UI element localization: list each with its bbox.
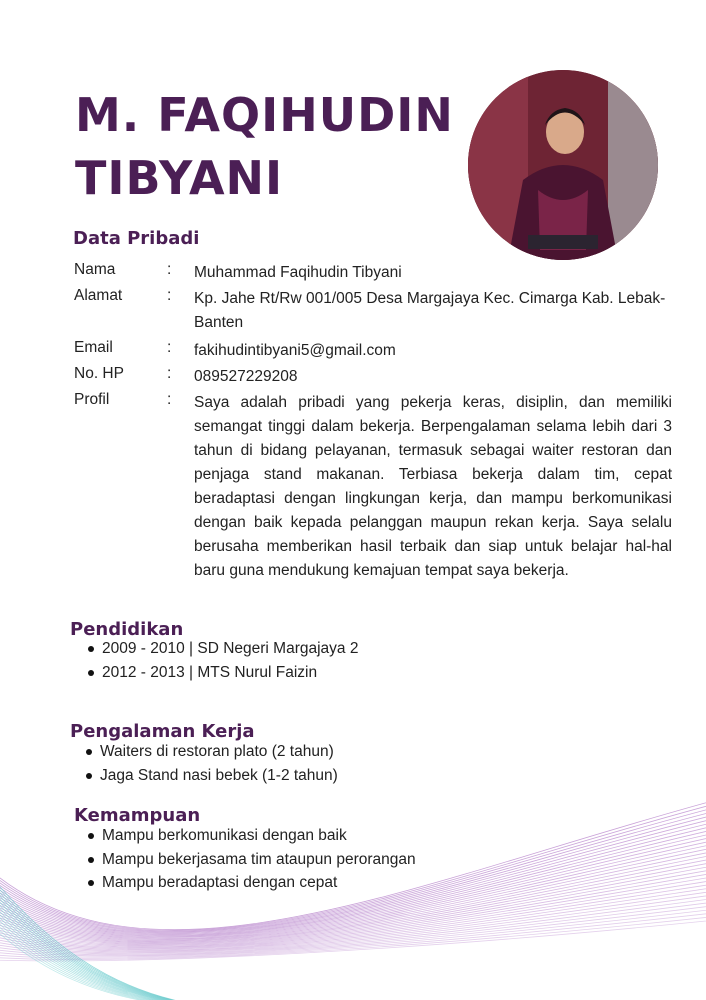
list-item: Mampu berkomunikasi dengan baik xyxy=(86,824,416,848)
field-separator: : xyxy=(167,339,172,356)
field-value: fakihudintibyani5@gmail.com xyxy=(194,342,396,359)
list-item: Jaga Stand nasi bebek (1-2 tahun) xyxy=(84,764,338,788)
field-value: Muhammad Faqihudin Tibyani xyxy=(194,264,402,281)
field-separator: : xyxy=(167,391,172,408)
skills-list xyxy=(86,824,416,895)
profile-summary: Saya adalah pribadi yang pekerja keras, disiplin, dan memiliki semangat tinggi dalam bekerja. Berpengalaman selama lebih dari 3 tahun di bidang pelayanan, termasuk sebagai waiter restoran dan penjaga stand makanan. Terbiasa bekerja dalam tim, cepat beradaptasi dengan lingkungan kerja, dan mampu berkomunikasi dengan baik kepada pelanggan maupun rekan kerja. Saya selalu berusaha memberikan hasil terbaik dan siap untuk belajar hal-hal baru guna mendukung kemajuan tempat saya bekerja. xyxy=(194,394,672,579)
field-label: Email xyxy=(74,339,113,356)
list-item: 2012 - 2013 | MTS Nurul Faizin xyxy=(86,661,358,685)
field-separator: : xyxy=(167,287,172,304)
field-label: No. HP xyxy=(74,365,124,382)
field-label: Nama xyxy=(74,261,116,278)
name-second-line: TIBYANI xyxy=(75,151,284,205)
section-title-pengalaman-kerja: Pengalaman Kerja xyxy=(70,721,255,742)
section-title-pendidikan: Pendidikan xyxy=(70,619,184,640)
list-item: Waiters di restoran plato (2 tahun) xyxy=(84,740,338,764)
field-separator: : xyxy=(167,261,172,278)
list-item: 2009 - 2010 | SD Negeri Margajaya 2 xyxy=(86,637,358,661)
field-value: 089527229208 xyxy=(194,368,298,385)
list-item: Mampu beradaptasi dengan cepat xyxy=(86,871,416,895)
field-value: Kp. Jahe Rt/Rw 001/005 Desa Margajaya Kec. Cimarga Kab. Lebak-Banten xyxy=(194,290,666,331)
education-list xyxy=(86,637,358,684)
section-title-data-pribadi: Data Pribadi xyxy=(73,228,200,249)
experience-list xyxy=(84,740,338,787)
list-item: Mampu bekerjasama tim ataupun perorangan xyxy=(86,848,416,872)
section-title-kemampuan: Kemampuan xyxy=(74,805,201,826)
field-label: Profil xyxy=(74,391,110,408)
field-separator: : xyxy=(167,365,172,382)
field-label: Alamat xyxy=(74,287,123,304)
name-first-line: M. FAQIHUDIN xyxy=(75,88,454,142)
profile-photo xyxy=(468,70,658,260)
